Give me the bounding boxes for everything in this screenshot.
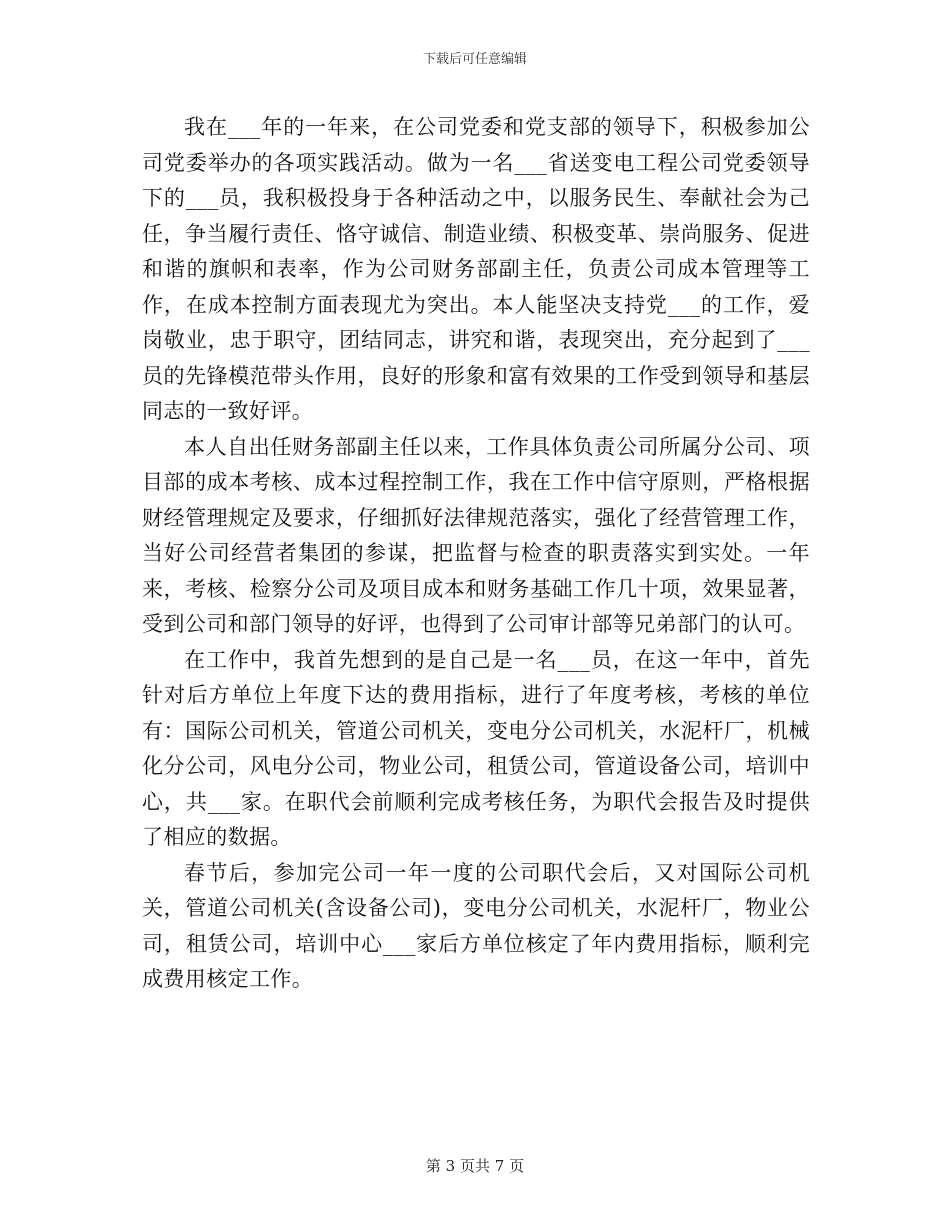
page-number: 第 3 页共 7 页	[425, 1157, 525, 1175]
paragraph-2: 本人自出任财务部副主任以来，工作具体负责公司所属分公司、项目部的成本考核、成本过程控制工作，我在工作中信守原则，严格根据财经管理规定及要求，仔细抓好法律规范落实，强化了经营管理工作，当好公司经营者集团的参谋，把监督与检查的职责落实到实处。一年来，考核、检察分公司及项目成本和财务基础工作几十项，效果显著，受到公司和部门领导的好评，也得到了公司审计部等兄弟部门的认可。	[142, 434, 810, 636]
paragraph-4: 春节后，参加完公司一年一度的公司职代会后，又对国际公司机关，管道公司机关(含设备公司)，变电分公司机关，水泥杆厂，物业公司，租赁公司，培训中心___家后方单位核定了年内费用指标，顺利完成费用核定工作。	[142, 860, 810, 991]
document-body	[142, 110, 810, 998]
paragraph-1: 我在___年的一年来，在公司党委和党支部的领导下，积极参加公司党委举办的各项实践活动。做为一名___省送变电工程公司党委领导下的___员，我积极投身于各种活动之中，以服务民生、奉献社会为己任，争当履行责任、恪守诚信、制造业绩、积极变革、崇尚服务、促进和谐的旗帜和表率，作为公司财务部副主任，负责公司成本管理等工作，在成本控制方面表现尤为突出。本人能坚决支持党___的工作，爱岗敬业，忠于职守，团结同志，讲究和谐，表现突出，充分起到了___员的先锋模范带头作用，良好的形象和富有效果的工作受到领导和基层同志的一致好评。	[142, 115, 810, 423]
page-header: 下载后可任意编辑	[422, 52, 527, 67]
paragraph-3: 在工作中，我首先想到的是自己是一名___员，在这一年中，首先针对后方单位上年度下达的费用指标，进行了年度考核，考核的单位有：国际公司机关，管道公司机关，变电分公司机关，水泥杆厂，机械化分公司，风电分公司，物业公司，租赁公司，管道设备公司，培训中心，共___家。在职代会前顺利完成考核任务，为职代会报告及时提供了相应的数据。	[142, 647, 810, 849]
